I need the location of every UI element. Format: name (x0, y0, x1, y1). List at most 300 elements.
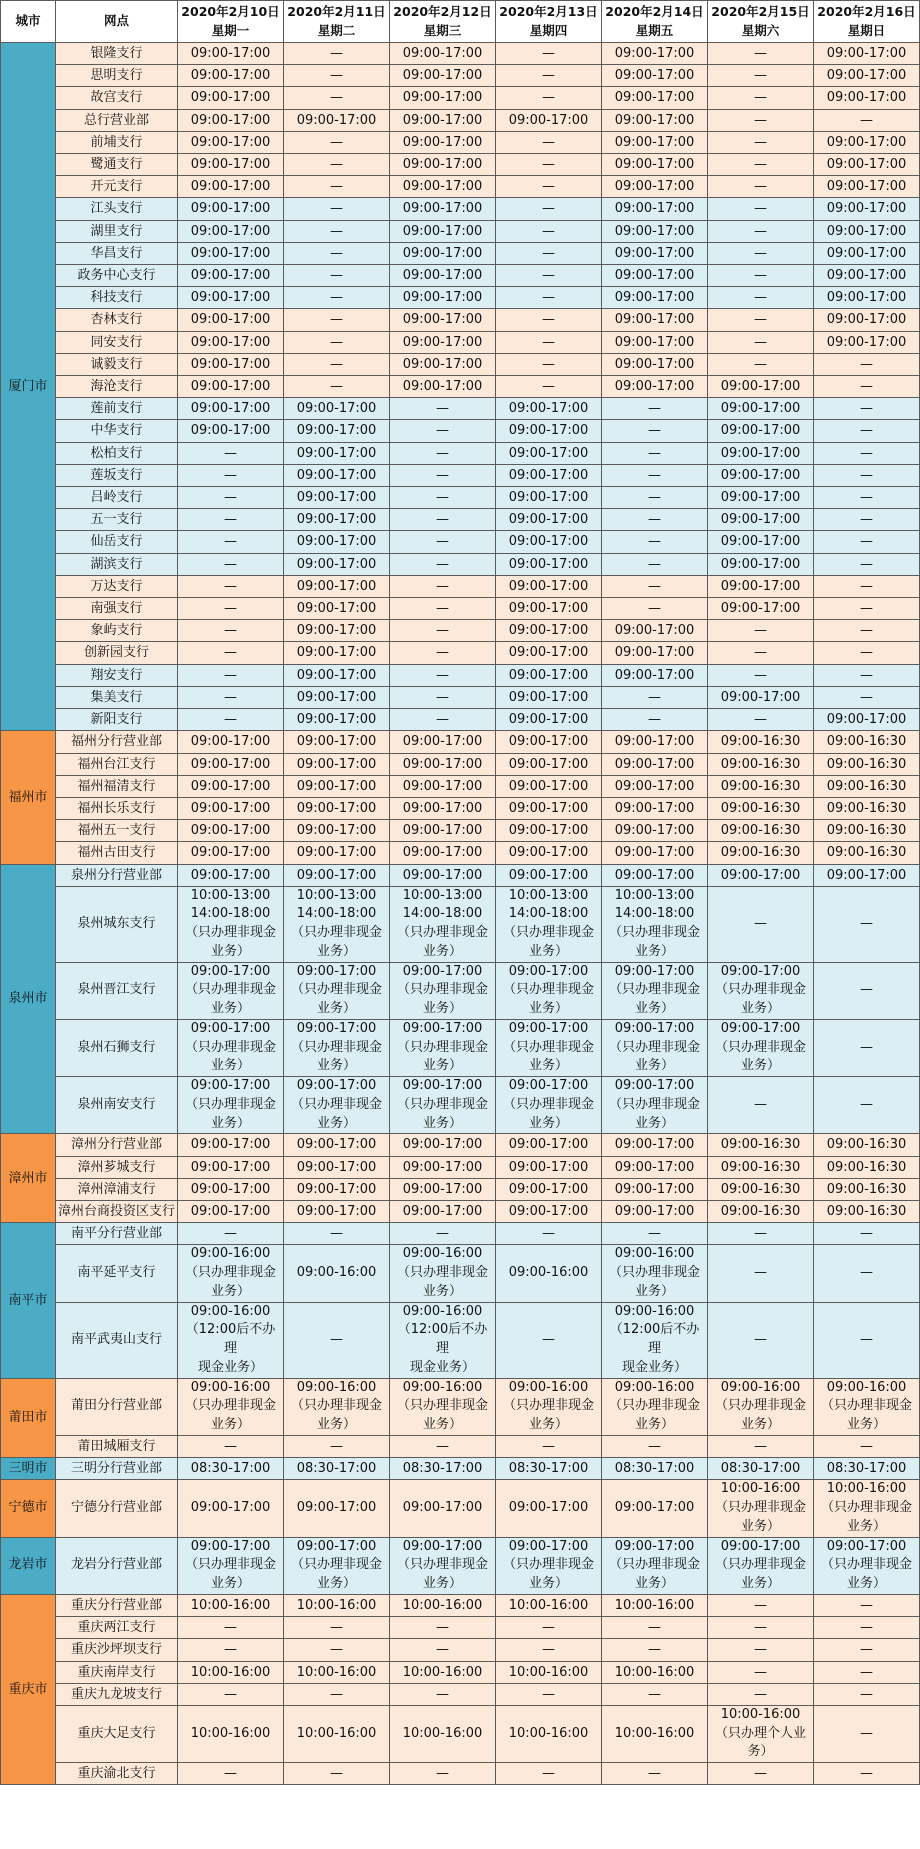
hours-cell: — (708, 220, 814, 242)
hours-cell: — (814, 376, 920, 398)
hours-cell: — (496, 220, 602, 242)
hours-cell: 09:00-17:00 (602, 220, 708, 242)
hours-cell: — (178, 553, 284, 575)
hours-cell: — (814, 353, 920, 375)
hours-cell: — (708, 43, 814, 65)
hours-cell: — (814, 442, 920, 464)
hours-cell: 10:00-16:00 (602, 1594, 708, 1616)
hours-cell: 09:00-17:00 (178, 109, 284, 131)
header-day-0 (178, 1, 284, 43)
hours-cell: 09:00-16:30 (708, 1201, 814, 1223)
hours-cell: 09:00-17:00 (496, 842, 602, 864)
hours-cell: 09:00-17:00 (602, 820, 708, 842)
hours-cell: — (496, 43, 602, 65)
hours-cell: — (708, 664, 814, 686)
branch-cell: 前埔支行 (56, 131, 178, 153)
table-row (1, 1683, 920, 1705)
header-weekday: 星期三 (423, 22, 462, 38)
hours-cell: 09:00-16:00 （只办理非现金 业务） (178, 1245, 284, 1302)
table-row (1, 1639, 920, 1661)
hours-cell: — (602, 553, 708, 575)
hours-cell: 09:00-17:00 (496, 664, 602, 686)
hours-cell: 08:30-17:00 (814, 1458, 920, 1480)
hours-cell: 09:00-17:00 (284, 1134, 390, 1156)
hours-cell: 09:00-17:00 (178, 176, 284, 198)
header-weekday: 星期四 (529, 22, 568, 38)
hours-cell: 09:00-17:00 (178, 376, 284, 398)
hours-cell: 10:00-13:00 14:00-18:00 （只办理非现金 业务） (602, 886, 708, 962)
hours-cell: 08:30-17:00 (708, 1458, 814, 1480)
hours-cell: 09:00-17:00 (284, 1178, 390, 1200)
hours-cell: — (390, 1617, 496, 1639)
hours-cell: — (602, 1763, 708, 1785)
table-row (1, 598, 920, 620)
branch-cell: 故宫支行 (56, 87, 178, 109)
branch-cell: 福州五一支行 (56, 820, 178, 842)
hours-cell: 09:00-16:00 （只办理非现金 业务） (496, 1378, 602, 1435)
hours-cell: 10:00-16:00 (178, 1594, 284, 1616)
hours-cell: — (602, 575, 708, 597)
hours-cell: 09:00-17:00 (284, 1156, 390, 1178)
hours-cell: — (814, 109, 920, 131)
branch-cell: 政务中心支行 (56, 265, 178, 287)
table-row (1, 198, 920, 220)
hours-cell: 09:00-16:30 (814, 753, 920, 775)
hours-cell: 09:00-17:00 (178, 731, 284, 753)
hours-cell: 09:00-17:00 (602, 309, 708, 331)
hours-cell: 09:00-17:00 (496, 598, 602, 620)
table-row (1, 265, 920, 287)
table-row (1, 154, 920, 176)
hours-cell: 09:00-17:00 (602, 242, 708, 264)
table-row (1, 487, 920, 509)
city-group (1, 1223, 920, 1378)
branch-cell: 中华支行 (56, 420, 178, 442)
hours-cell: 09:00-17:00 (178, 753, 284, 775)
hours-cell: 09:00-17:00 （只办理非现金 业务） (178, 1019, 284, 1076)
city-cell: 宁德市 (1, 1480, 56, 1537)
hours-cell: — (178, 509, 284, 531)
hours-cell: — (602, 1683, 708, 1705)
hours-cell: 09:00-16:30 (814, 775, 920, 797)
hours-cell: — (284, 265, 390, 287)
hours-cell: 09:00-17:00 (390, 65, 496, 87)
table-row (1, 376, 920, 398)
hours-cell: — (814, 1594, 920, 1616)
branch-cell: 湖滨支行 (56, 553, 178, 575)
header-date: 2020年2月14日 (605, 4, 704, 19)
hours-cell: — (390, 598, 496, 620)
hours-cell: 09:00-16:00 （只办理非现金 业务） (178, 1378, 284, 1435)
table-row (1, 1019, 920, 1076)
hours-cell: — (284, 1639, 390, 1661)
hours-cell: 09:00-17:00 （只办理非现金 业务） (708, 962, 814, 1019)
hours-cell: 09:00-16:00 （只办理非现金 业务） (284, 1378, 390, 1435)
hours-cell: 09:00-17:00 (708, 598, 814, 620)
table-row (1, 553, 920, 575)
hours-cell: 09:00-17:00 (390, 220, 496, 242)
branch-cell: 象屿支行 (56, 620, 178, 642)
hours-cell: 09:00-17:00 (602, 376, 708, 398)
hours-cell: 09:00-17:00 (602, 864, 708, 886)
header-day-3 (496, 1, 602, 43)
hours-cell: — (708, 620, 814, 642)
hours-cell: — (814, 620, 920, 642)
hours-cell: — (284, 1763, 390, 1785)
table-row (1, 709, 920, 731)
hours-cell: 09:00-17:00 （只办理非现金 业务） (284, 1019, 390, 1076)
hours-cell: — (390, 531, 496, 553)
hours-cell: 09:00-17:00 (178, 820, 284, 842)
hours-cell: 09:00-17:00 (496, 1480, 602, 1537)
hours-cell: 09:00-17:00 (602, 87, 708, 109)
hours-cell: 09:00-17:00 (178, 331, 284, 353)
hours-cell: 08:30-17:00 (496, 1458, 602, 1480)
table-row (1, 1134, 920, 1156)
table-row (1, 464, 920, 486)
hours-cell: 09:00-17:00 (602, 1156, 708, 1178)
hours-cell: 09:00-17:00 （只办理非现金 业务） (178, 962, 284, 1019)
hours-cell: — (602, 509, 708, 531)
hours-cell: 09:00-17:00 (390, 842, 496, 864)
hours-cell: — (496, 176, 602, 198)
hours-cell: — (708, 265, 814, 287)
branch-cell: 五一支行 (56, 509, 178, 531)
hours-cell: — (284, 43, 390, 65)
hours-cell: 09:00-16:00 （只办理非现金 业务） (390, 1245, 496, 1302)
branch-cell: 重庆渝北支行 (56, 1763, 178, 1785)
hours-cell: 09:00-17:00 (496, 686, 602, 708)
branch-cell: 福州福清支行 (56, 775, 178, 797)
hours-cell: 09:00-17:00 (496, 464, 602, 486)
branch-cell: 总行营业部 (56, 109, 178, 131)
hours-cell: 09:00-16:30 (814, 1156, 920, 1178)
hours-cell: — (496, 1435, 602, 1457)
table-row (1, 1223, 920, 1245)
hours-cell: 09:00-17:00 (178, 1156, 284, 1178)
hours-cell: — (390, 1639, 496, 1661)
branch-cell: 莆田分行营业部 (56, 1378, 178, 1435)
table-row (1, 664, 920, 686)
hours-cell: 09:00-17:00 (814, 43, 920, 65)
hours-cell: 09:00-16:30 (814, 1134, 920, 1156)
hours-cell: — (390, 553, 496, 575)
branch-cell: 鹭通支行 (56, 154, 178, 176)
hours-cell: 09:00-17:00 (496, 442, 602, 464)
branch-cell: 翔安支行 (56, 664, 178, 686)
hours-cell: — (284, 220, 390, 242)
city-group (1, 1594, 920, 1784)
hours-cell: — (284, 353, 390, 375)
hours-cell: — (496, 1302, 602, 1378)
hours-cell: — (178, 620, 284, 642)
hours-cell: 09:00-17:00 (284, 442, 390, 464)
hours-cell: 09:00-17:00 (390, 176, 496, 198)
hours-cell: 09:00-17:00 (178, 242, 284, 264)
hours-cell: — (496, 353, 602, 375)
hours-cell: — (814, 1617, 920, 1639)
city-group (1, 43, 920, 731)
hours-cell: 09:00-17:00 (178, 154, 284, 176)
hours-cell: 09:00-17:00 (496, 642, 602, 664)
hours-cell: — (814, 509, 920, 531)
hours-cell: 10:00-16:00 (284, 1594, 390, 1616)
hours-cell: 09:00-17:00 (390, 820, 496, 842)
hours-cell: 10:00-16:00 （只办理非现金 业务） (708, 1480, 814, 1537)
branch-cell: 漳州漳浦支行 (56, 1178, 178, 1200)
table-row (1, 1480, 920, 1537)
hours-cell: 09:00-17:00 (496, 753, 602, 775)
hours-cell: 09:00-17:00 (814, 154, 920, 176)
hours-cell: 08:30-17:00 (390, 1458, 496, 1480)
city-cell: 泉州市 (1, 864, 56, 1134)
hours-cell: — (496, 331, 602, 353)
hours-cell: 09:00-17:00 (390, 1201, 496, 1223)
hours-cell: — (284, 242, 390, 264)
hours-cell: 10:00-13:00 14:00-18:00 （只办理非现金 业务） (496, 886, 602, 962)
hours-cell: — (602, 420, 708, 442)
hours-cell: 09:00-17:00 （只办理非现金 业务） (708, 1537, 814, 1594)
header-day-5 (708, 1, 814, 43)
city-group (1, 1458, 920, 1480)
branch-cell: 漳州分行营业部 (56, 1134, 178, 1156)
header-day-2 (390, 1, 496, 43)
hours-cell: 09:00-17:00 (284, 464, 390, 486)
hours-cell: 09:00-16:00 （只办理非现金 业务） (390, 1378, 496, 1435)
hours-cell: 09:00-17:00 (602, 109, 708, 131)
hours-cell: 09:00-17:00 (390, 109, 496, 131)
hours-cell: 09:00-17:00 (284, 709, 390, 731)
header-date: 2020年2月11日 (287, 4, 386, 19)
hours-cell: — (602, 487, 708, 509)
branch-cell: 银隆支行 (56, 43, 178, 65)
hours-cell: 09:00-17:00 （只办理非现金 业务） (284, 1537, 390, 1594)
branch-cell: 福州古田支行 (56, 842, 178, 864)
branch-cell: 重庆大足支行 (56, 1705, 178, 1762)
branch-cell: 集美支行 (56, 686, 178, 708)
hours-cell: 09:00-17:00 （只办理非现金 业务） (708, 1019, 814, 1076)
hours-cell: 09:00-17:00 (602, 331, 708, 353)
hours-cell: — (390, 642, 496, 664)
hours-cell: 09:00-17:00 (178, 797, 284, 819)
hours-cell: — (708, 1617, 814, 1639)
hours-cell: — (708, 65, 814, 87)
table-row (1, 864, 920, 886)
hours-cell: 09:00-17:00 (284, 487, 390, 509)
hours-cell: 09:00-17:00 (602, 154, 708, 176)
hours-cell: — (178, 1223, 284, 1245)
hours-cell: 09:00-17:00 （只办理非现金 业务） (496, 1537, 602, 1594)
hours-cell: — (814, 398, 920, 420)
hours-cell: 10:00-16:00 (496, 1661, 602, 1683)
hours-cell: — (390, 420, 496, 442)
hours-cell: 09:00-17:00 (814, 864, 920, 886)
hours-cell: — (284, 287, 390, 309)
hours-cell: — (178, 531, 284, 553)
hours-cell: 09:00-17:00 (390, 797, 496, 819)
hours-cell: 09:00-17:00 (814, 131, 920, 153)
hours-cell: — (390, 575, 496, 597)
hours-cell: 09:00-17:00 (814, 65, 920, 87)
hours-cell: 09:00-17:00 (178, 864, 284, 886)
hours-cell: 09:00-17:00 (178, 131, 284, 153)
hours-cell: — (496, 1639, 602, 1661)
table-row (1, 220, 920, 242)
hours-cell: 09:00-17:00 (390, 265, 496, 287)
hours-cell: — (284, 309, 390, 331)
header-date: 2020年2月13日 (499, 4, 598, 19)
hours-cell: — (390, 442, 496, 464)
hours-cell: 09:00-17:00 (178, 420, 284, 442)
header-date: 2020年2月10日 (181, 4, 280, 19)
table-row (1, 842, 920, 864)
hours-cell: 09:00-17:00 （只办理非现金 业务） (496, 962, 602, 1019)
hours-cell: 09:00-17:00 (284, 664, 390, 686)
hours-cell: — (178, 487, 284, 509)
branch-cell: 诚毅支行 (56, 353, 178, 375)
hours-cell: — (814, 464, 920, 486)
hours-cell: 09:00-17:00 （只办理非现金 业务） (496, 1019, 602, 1076)
hours-cell: — (814, 598, 920, 620)
hours-cell: — (602, 464, 708, 486)
table-row (1, 962, 920, 1019)
hours-cell: 09:00-17:00 (602, 1480, 708, 1537)
hours-cell: — (708, 1683, 814, 1705)
hours-cell: 09:00-17:00 (390, 131, 496, 153)
hours-cell: — (390, 509, 496, 531)
branch-cell: 松柏支行 (56, 442, 178, 464)
hours-cell: 09:00-17:00 (178, 43, 284, 65)
hours-cell: 10:00-16:00 (602, 1661, 708, 1683)
header-city: 城市 (1, 1, 56, 43)
branch-cell: 莆田城厢支行 (56, 1435, 178, 1457)
header-day-6 (814, 1, 920, 43)
table-row (1, 1245, 920, 1302)
hours-cell: 09:00-17:00 (390, 1480, 496, 1537)
hours-cell: 09:00-17:00 (602, 642, 708, 664)
hours-cell: 09:00-17:00 （只办理非现金 业务） (602, 1019, 708, 1076)
table-row (1, 775, 920, 797)
header-day-4 (602, 1, 708, 43)
hours-cell: 09:00-17:00 (284, 420, 390, 442)
branch-cell: 龙岩分行营业部 (56, 1537, 178, 1594)
branch-cell: 思明支行 (56, 65, 178, 87)
hours-cell: — (496, 131, 602, 153)
hours-cell: 09:00-17:00 (496, 1156, 602, 1178)
hours-cell: 09:00-17:00 (708, 509, 814, 531)
hours-cell: 09:00-17:00 (708, 686, 814, 708)
hours-cell: 09:00-17:00 (390, 43, 496, 65)
hours-cell: 09:00-17:00 (390, 1178, 496, 1200)
hours-cell: 09:00-17:00 (496, 509, 602, 531)
hours-cell: 09:00-16:30 (708, 775, 814, 797)
header-date: 2020年2月15日 (711, 4, 810, 19)
hours-cell: 10:00-16:00 (496, 1705, 602, 1762)
hours-cell: 09:00-17:00 (284, 842, 390, 864)
hours-cell: — (708, 1594, 814, 1616)
hours-cell: — (178, 709, 284, 731)
hours-cell: — (284, 1223, 390, 1245)
hours-cell: 09:00-17:00 (390, 242, 496, 264)
hours-cell: 09:00-17:00 (602, 775, 708, 797)
hours-cell: 08:30-17:00 (178, 1458, 284, 1480)
header-weekday: 星期六 (741, 22, 780, 38)
hours-cell: 09:00-16:00 （12:00后不办理 现金业务） (390, 1302, 496, 1378)
hours-cell: 09:00-17:00 (602, 731, 708, 753)
table-row (1, 287, 920, 309)
hours-cell: — (708, 1302, 814, 1378)
branch-cell: 漳州芗城支行 (56, 1156, 178, 1178)
branch-cell: 万达支行 (56, 575, 178, 597)
hours-cell: 09:00-17:00 (284, 731, 390, 753)
branch-cell: 泉州晋江支行 (56, 962, 178, 1019)
hours-cell: 09:00-16:30 (708, 1156, 814, 1178)
hours-cell: 09:00-16:30 (708, 1178, 814, 1200)
hours-cell: 09:00-17:00 (602, 176, 708, 198)
hours-cell: — (602, 398, 708, 420)
hours-cell: 09:00-17:00 (390, 864, 496, 886)
header-weekday: 星期五 (635, 22, 674, 38)
hours-cell: 10:00-16:00 (284, 1705, 390, 1762)
hours-cell: 09:00-17:00 (284, 1201, 390, 1223)
hours-cell: 09:00-17:00 （只办理非现金 业务） (284, 962, 390, 1019)
hours-cell: 09:00-17:00 (814, 287, 920, 309)
hours-cell: 09:00-17:00 (390, 309, 496, 331)
hours-cell: 09:00-16:30 (708, 797, 814, 819)
hours-cell: 09:00-17:00 (496, 864, 602, 886)
city-cell: 莆田市 (1, 1378, 56, 1457)
hours-cell: 09:00-17:00 (390, 731, 496, 753)
hours-cell: — (708, 198, 814, 220)
header-date: 2020年2月16日 (817, 4, 916, 19)
hours-cell: 09:00-17:00 (284, 598, 390, 620)
hours-cell: 09:00-17:00 (284, 686, 390, 708)
hours-cell: 08:30-17:00 (284, 1458, 390, 1480)
table-row (1, 1378, 920, 1435)
header-row (1, 1, 920, 43)
table-row (1, 1156, 920, 1178)
table-row (1, 686, 920, 708)
hours-cell: — (708, 1245, 814, 1302)
hours-cell: — (814, 553, 920, 575)
hours-cell: — (814, 420, 920, 442)
hours-cell: — (708, 1077, 814, 1134)
hours-cell: 09:00-16:30 (708, 753, 814, 775)
hours-cell: — (814, 1763, 920, 1785)
header-weekday: 星期一 (211, 22, 250, 38)
city-cell: 三明市 (1, 1458, 56, 1480)
hours-cell: 09:00-16:30 (708, 820, 814, 842)
hours-cell: 10:00-16:00 (390, 1705, 496, 1762)
hours-cell: 09:00-17:00 (602, 620, 708, 642)
hours-cell: 09:00-17:00 (814, 265, 920, 287)
hours-cell: 09:00-17:00 （只办理非现金 业务） (602, 1077, 708, 1134)
hours-cell: 10:00-16:00 (496, 1594, 602, 1616)
hours-cell: 10:00-16:00 （只办理个人业 务） (708, 1705, 814, 1762)
table-row (1, 65, 920, 87)
hours-cell: 09:00-17:00 (178, 87, 284, 109)
hours-cell: — (814, 1435, 920, 1457)
hours-cell: 09:00-17:00 (496, 731, 602, 753)
hours-cell: — (284, 131, 390, 153)
hours-cell: 09:00-17:00 (708, 575, 814, 597)
hours-cell: — (178, 598, 284, 620)
table-row (1, 575, 920, 597)
hours-cell: 09:00-16:00 （只办理非现金 业务） (814, 1378, 920, 1435)
hours-cell: 09:00-17:00 (390, 353, 496, 375)
hours-cell: — (496, 1223, 602, 1245)
hours-cell: 10:00-13:00 14:00-18:00 （只办理非现金 业务） (178, 886, 284, 962)
